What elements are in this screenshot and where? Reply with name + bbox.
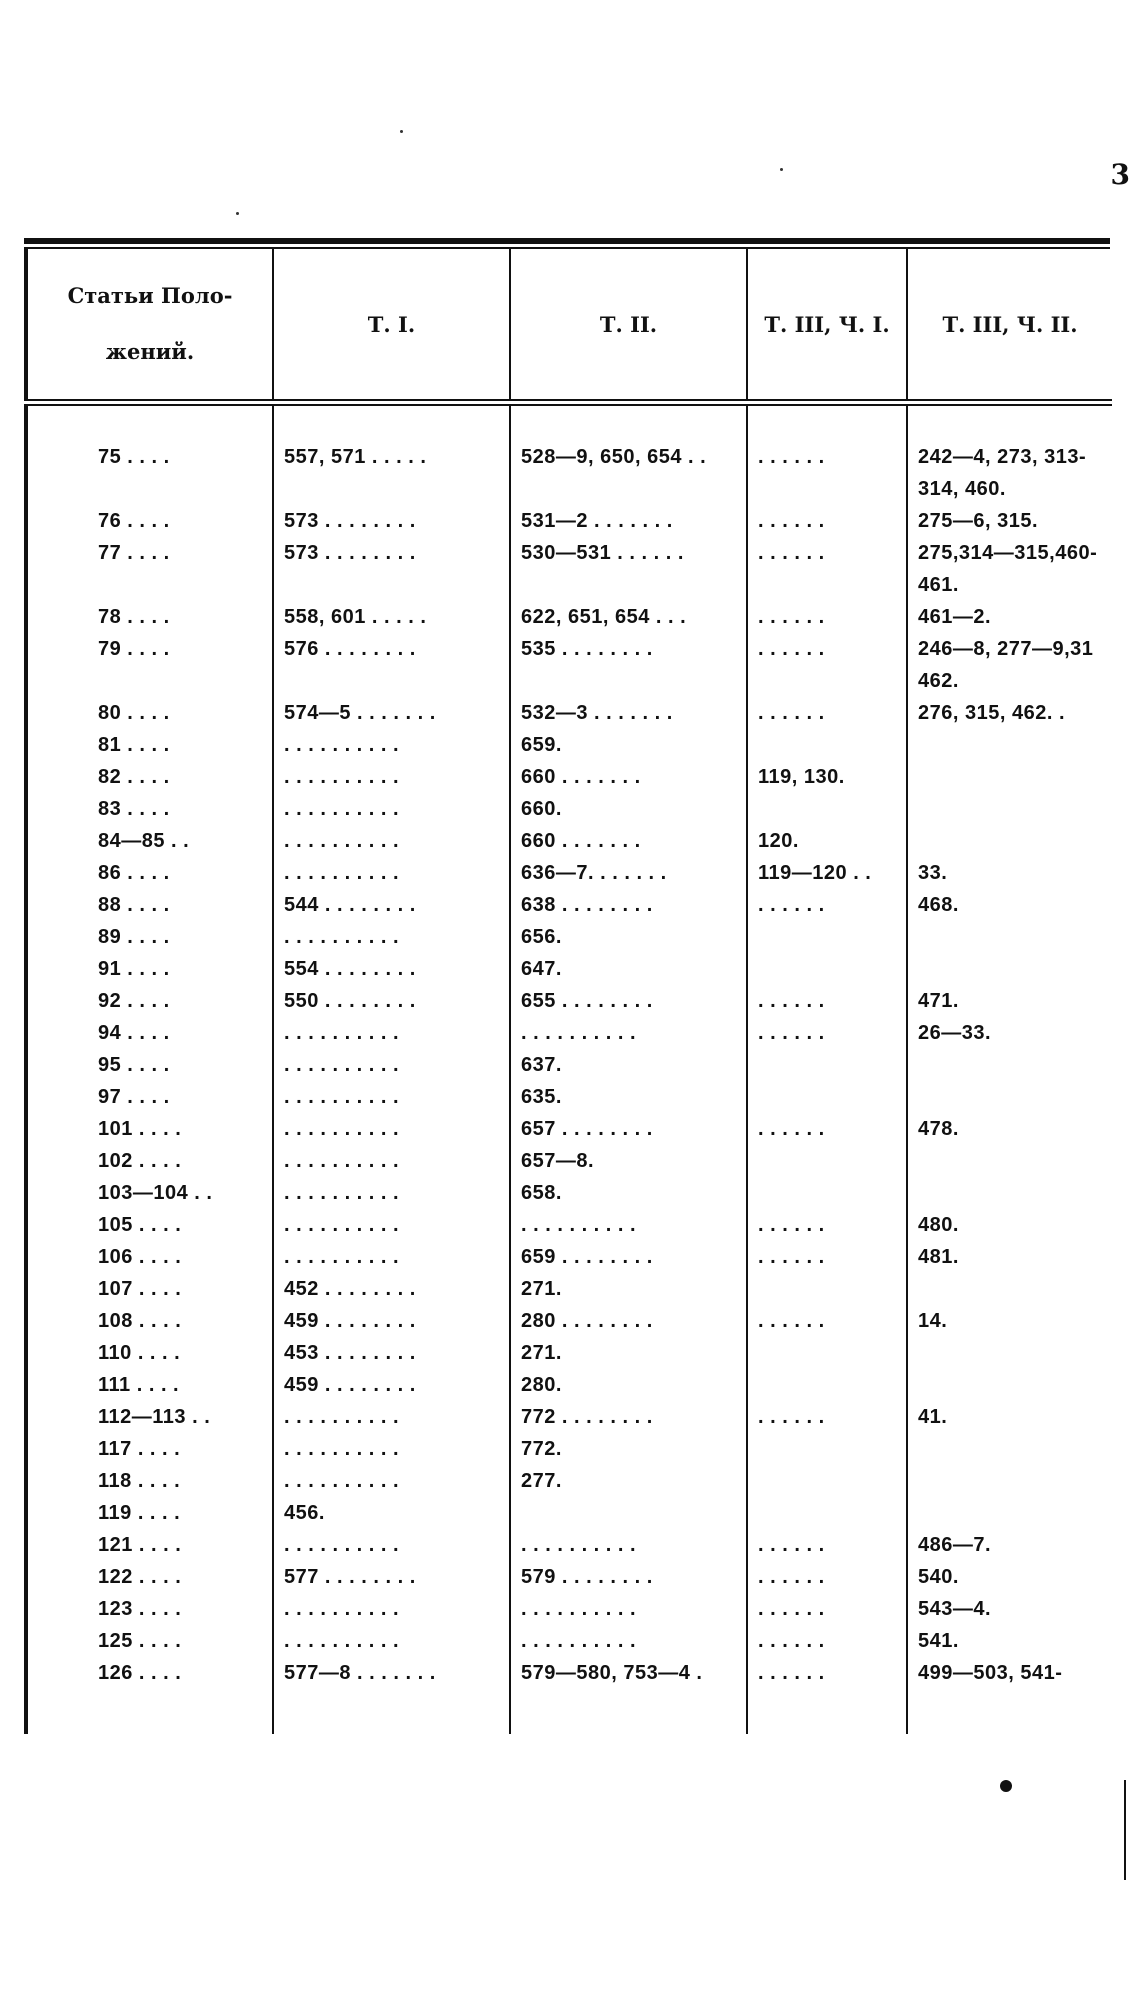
page-edge-line (1124, 1780, 1126, 1880)
t3-part1-cell (747, 574, 907, 606)
table-row (26, 478, 1112, 510)
t3-part2-cell: 540. (907, 1566, 1112, 1598)
t2-cell: 772. (510, 1438, 747, 1470)
table-top-rule (24, 238, 1110, 244)
t2-cell: 635. (510, 1086, 747, 1118)
t3-part1-cell: . . . . . . (747, 1214, 907, 1246)
print-speck (400, 130, 403, 133)
t2-cell: 657 . . . . . . . . (510, 1118, 747, 1150)
table-row (26, 734, 1112, 766)
t3-part1-cell: . . . . . . (747, 702, 907, 734)
t2-cell: 660. (510, 798, 747, 830)
t1-cell (273, 670, 510, 702)
t1-cell: 453 . . . . . . . . (273, 1342, 510, 1374)
t3-part2-cell (907, 958, 1112, 990)
table-row (26, 1278, 1112, 1310)
article-cell: 122 . . . . (26, 1566, 273, 1598)
article-cell: 105 . . . . (26, 1214, 273, 1246)
t1-cell: . . . . . . . . . . (273, 1246, 510, 1278)
t3-part1-cell (747, 1054, 907, 1086)
article-cell: 86 . . . . (26, 862, 273, 894)
t1-cell: . . . . . . . . . . (273, 1054, 510, 1086)
t3-part1-cell: . . . . . . (747, 542, 907, 574)
t1-cell: 459 . . . . . . . . (273, 1374, 510, 1406)
t3-part1-cell: . . . . . . (747, 1598, 907, 1630)
table-spacer-row (26, 403, 1112, 447)
t1-cell: . . . . . . . . . . (273, 734, 510, 766)
table-row (26, 1086, 1112, 1118)
article-cell: 123 . . . . (26, 1598, 273, 1630)
t2-cell: 636—7. . . . . . . (510, 862, 747, 894)
article-cell: 77 . . . . (26, 542, 273, 574)
t3-part2-cell: 246—8, 277—9,31 (907, 638, 1112, 670)
header-articles: Статьи Поло- жений. (26, 249, 273, 403)
t2-cell: 772 . . . . . . . . (510, 1406, 747, 1438)
article-cell: 126 . . . . (26, 1662, 273, 1694)
t2-cell: 277. (510, 1470, 747, 1502)
t3-part1-cell: . . . . . . (747, 990, 907, 1022)
article-cell (26, 574, 273, 606)
table-row (26, 926, 1112, 958)
article-cell: 106 . . . . (26, 1246, 273, 1278)
table-row (26, 1310, 1112, 1342)
t3-part1-cell: . . . . . . (747, 1566, 907, 1598)
t2-cell: 532—3 . . . . . . . (510, 702, 747, 734)
article-cell: 94 . . . . (26, 1022, 273, 1054)
t2-cell: 638 . . . . . . . . (510, 894, 747, 926)
t3-part2-cell (907, 1502, 1112, 1534)
table-row (26, 1150, 1112, 1182)
t3-part2-cell: 314, 460. (907, 478, 1112, 510)
table-row (26, 862, 1112, 894)
t2-cell: . . . . . . . . . . (510, 1630, 747, 1662)
t3-part2-cell (907, 1374, 1112, 1406)
article-cell: 88 . . . . (26, 894, 273, 926)
table-row (26, 1534, 1112, 1566)
t2-cell: 271. (510, 1278, 747, 1310)
t3-part1-cell (747, 1342, 907, 1374)
t3-part2-cell (907, 1054, 1112, 1086)
article-cell: 76 . . . . (26, 510, 273, 542)
article-cell: 125 . . . . (26, 1630, 273, 1662)
t1-cell: . . . . . . . . . . (273, 798, 510, 830)
t3-part2-cell: 33. (907, 862, 1112, 894)
t2-cell: . . . . . . . . . . (510, 1598, 747, 1630)
t3-part2-cell: 276, 315, 462. . (907, 702, 1112, 734)
t1-cell: . . . . . . . . . . (273, 1214, 510, 1246)
t3-part2-cell (907, 1086, 1112, 1118)
t1-cell: 574—5 . . . . . . . (273, 702, 510, 734)
t3-part2-cell: 462. (907, 670, 1112, 702)
article-cell: 89 . . . . (26, 926, 273, 958)
t2-cell: 660 . . . . . . . (510, 830, 747, 862)
t2-cell (510, 670, 747, 702)
t1-cell: 452 . . . . . . . . (273, 1278, 510, 1310)
table-row (26, 670, 1112, 702)
table-row (26, 446, 1112, 478)
header-t1: Т. I. (273, 249, 510, 403)
table-row (26, 1182, 1112, 1214)
t3-part2-cell: 499—503, 541- (907, 1662, 1112, 1694)
t2-cell: 531—2 . . . . . . . (510, 510, 747, 542)
t3-part1-cell: . . . . . . (747, 1534, 907, 1566)
table-row (26, 958, 1112, 990)
t1-cell: . . . . . . . . . . (273, 1022, 510, 1054)
t1-cell: . . . . . . . . . . (273, 1086, 510, 1118)
t1-cell: 557, 571 . . . . . (273, 446, 510, 478)
t3-part1-cell: . . . . . . (747, 894, 907, 926)
header-t3-part1: Т. III, Ч. I. (747, 249, 907, 403)
t2-cell: 271. (510, 1342, 747, 1374)
article-cell: 91 . . . . (26, 958, 273, 990)
t2-cell: 280 . . . . . . . . (510, 1310, 747, 1342)
t2-cell: 660 . . . . . . . (510, 766, 747, 798)
table-row (26, 1406, 1112, 1438)
t3-part1-cell: . . . . . . (747, 446, 907, 478)
t3-part2-cell: 242—4, 273, 313- (907, 446, 1112, 478)
t3-part1-cell (747, 1438, 907, 1470)
t2-cell: 659. (510, 734, 747, 766)
t2-cell: 579—580, 753—4 . (510, 1662, 747, 1694)
t1-cell: . . . . . . . . . . (273, 1598, 510, 1630)
print-blot (1000, 1780, 1012, 1792)
t3-part1-cell (747, 958, 907, 990)
t3-part1-cell: . . . . . . (747, 1022, 907, 1054)
t3-part2-cell: 461—2. (907, 606, 1112, 638)
article-cell: 107 . . . . (26, 1278, 273, 1310)
t2-cell: . . . . . . . . . . (510, 1534, 747, 1566)
t1-cell: 550 . . . . . . . . (273, 990, 510, 1022)
t3-part2-cell: 480. (907, 1214, 1112, 1246)
table-row (26, 638, 1112, 670)
table-row (26, 1598, 1112, 1630)
header-t3-part2: Т. III, Ч. II. (907, 249, 1112, 403)
t3-part1-cell: 120. (747, 830, 907, 862)
t3-part2-cell: 481. (907, 1246, 1112, 1278)
table-row (26, 702, 1112, 734)
t3-part2-cell: 543—4. (907, 1598, 1112, 1630)
table-row (26, 1438, 1112, 1470)
table-end-row (26, 1694, 1112, 1734)
print-speck (780, 168, 783, 171)
print-speck (236, 212, 239, 215)
t3-part1-cell: . . . . . . (747, 1662, 907, 1694)
t2-cell: 637. (510, 1054, 747, 1086)
table-row (26, 990, 1112, 1022)
t3-part1-cell (747, 1182, 907, 1214)
t1-cell: . . . . . . . . . . (273, 766, 510, 798)
t3-part2-cell: 468. (907, 894, 1112, 926)
table-row (26, 830, 1112, 862)
table-row (26, 1342, 1112, 1374)
article-cell: 111 . . . . (26, 1374, 273, 1406)
t3-part2-cell (907, 734, 1112, 766)
page-number: 3 (1110, 158, 1130, 191)
article-cell: 102 . . . . (26, 1150, 273, 1182)
t1-cell: . . . . . . . . . . (273, 1630, 510, 1662)
article-cell: 75 . . . . (26, 446, 273, 478)
table-row (26, 606, 1112, 638)
article-cell: 119 . . . . (26, 1502, 273, 1534)
t3-part1-cell: . . . . . . (747, 1630, 907, 1662)
article-cell: 121 . . . . (26, 1534, 273, 1566)
article-cell: 101 . . . . (26, 1118, 273, 1150)
t1-cell: 544 . . . . . . . . (273, 894, 510, 926)
t3-part2-cell (907, 1438, 1112, 1470)
table-row (26, 1470, 1112, 1502)
t3-part1-cell: . . . . . . (747, 638, 907, 670)
t3-part1-cell (747, 734, 907, 766)
table-row (26, 1566, 1112, 1598)
table-row (26, 894, 1112, 926)
article-cell: 97 . . . . (26, 1086, 273, 1118)
t1-cell: 554 . . . . . . . . (273, 958, 510, 990)
article-cell: 108 . . . . (26, 1310, 273, 1342)
t1-cell: 573 . . . . . . . . (273, 510, 510, 542)
table-row (26, 1246, 1112, 1278)
t1-cell: 577 . . . . . . . . (273, 1566, 510, 1598)
t1-cell: . . . . . . . . . . (273, 1534, 510, 1566)
article-cell: 79 . . . . (26, 638, 273, 670)
table-header-row (26, 249, 1112, 403)
article-cell (26, 478, 273, 510)
t3-part1-cell (747, 670, 907, 702)
t3-part2-cell (907, 926, 1112, 958)
table-row (26, 766, 1112, 798)
table-row (26, 1022, 1112, 1054)
t3-part2-cell: 275—6, 315. (907, 510, 1112, 542)
table-row (26, 798, 1112, 830)
t2-cell (510, 478, 747, 510)
t2-cell: 657—8. (510, 1150, 747, 1182)
t3-part1-cell: . . . . . . (747, 1310, 907, 1342)
t3-part2-cell: 486—7. (907, 1534, 1112, 1566)
t3-part2-cell (907, 1470, 1112, 1502)
t1-cell (273, 574, 510, 606)
article-cell: 103—104 . . (26, 1182, 273, 1214)
article-cell: 95 . . . . (26, 1054, 273, 1086)
t3-part1-cell (747, 1502, 907, 1534)
table-row (26, 1054, 1112, 1086)
t2-cell: 530—531 . . . . . . (510, 542, 747, 574)
t3-part1-cell: 119—120 . . (747, 862, 907, 894)
t2-cell: 622, 651, 654 . . . (510, 606, 747, 638)
t1-cell: 456. (273, 1502, 510, 1534)
article-cell: 92 . . . . (26, 990, 273, 1022)
table-row (26, 1374, 1112, 1406)
t1-cell: . . . . . . . . . . (273, 1118, 510, 1150)
t1-cell: . . . . . . . . . . (273, 862, 510, 894)
t3-part2-cell: 471. (907, 990, 1112, 1022)
t3-part1-cell: . . . . . . (747, 1246, 907, 1278)
t3-part1-cell: . . . . . . (747, 1118, 907, 1150)
t2-cell (510, 574, 747, 606)
t3-part2-cell: 478. (907, 1118, 1112, 1150)
t2-cell: 656. (510, 926, 747, 958)
table-row (26, 1502, 1112, 1534)
t1-cell (273, 478, 510, 510)
t3-part2-cell: 275,314—315,460- (907, 542, 1112, 574)
t1-cell: 576 . . . . . . . . (273, 638, 510, 670)
table-row (26, 1214, 1112, 1246)
t3-part2-cell: 41. (907, 1406, 1112, 1438)
t2-cell: . . . . . . . . . . (510, 1022, 747, 1054)
article-cell: 118 . . . . (26, 1470, 273, 1502)
table-row (26, 1662, 1112, 1694)
t3-part1-cell (747, 1470, 907, 1502)
t1-cell: . . . . . . . . . . (273, 1182, 510, 1214)
t2-cell: 535 . . . . . . . . (510, 638, 747, 670)
t3-part2-cell (907, 798, 1112, 830)
t3-part2-cell (907, 830, 1112, 862)
article-cell: 80 . . . . (26, 702, 273, 734)
table-row (26, 1630, 1112, 1662)
t3-part1-cell (747, 1086, 907, 1118)
table-row (26, 510, 1112, 542)
t3-part2-cell (907, 766, 1112, 798)
index-table (24, 238, 1110, 1734)
t1-cell: . . . . . . . . . . (273, 1150, 510, 1182)
t3-part1-cell (747, 1278, 907, 1310)
table-row (26, 1118, 1112, 1150)
article-cell: 83 . . . . (26, 798, 273, 830)
t3-part2-cell (907, 1278, 1112, 1310)
t2-cell: 647. (510, 958, 747, 990)
t1-cell: 577—8 . . . . . . . (273, 1662, 510, 1694)
t3-part1-cell (747, 926, 907, 958)
article-cell: 82 . . . . (26, 766, 273, 798)
t3-part1-cell: . . . . . . (747, 510, 907, 542)
table-row (26, 574, 1112, 606)
t1-cell: . . . . . . . . . . (273, 1470, 510, 1502)
t1-cell: 573 . . . . . . . . (273, 542, 510, 574)
t2-cell: 528—9, 650, 654 . . (510, 446, 747, 478)
t3-part2-cell: 14. (907, 1310, 1112, 1342)
table-row (26, 542, 1112, 574)
article-cell: 84—85 . . (26, 830, 273, 862)
t3-part2-cell (907, 1182, 1112, 1214)
article-cell: 117 . . . . (26, 1438, 273, 1470)
t1-cell: . . . . . . . . . . (273, 1438, 510, 1470)
article-cell (26, 670, 273, 702)
t2-cell: 655 . . . . . . . . (510, 990, 747, 1022)
t2-cell: 658. (510, 1182, 747, 1214)
t2-cell: 659 . . . . . . . . (510, 1246, 747, 1278)
t1-cell: 459 . . . . . . . . (273, 1310, 510, 1342)
t2-cell: 579 . . . . . . . . (510, 1566, 747, 1598)
article-cell: 78 . . . . (26, 606, 273, 638)
t3-part2-cell: 461. (907, 574, 1112, 606)
t3-part1-cell: . . . . . . (747, 1406, 907, 1438)
article-cell: 112—113 . . (26, 1406, 273, 1438)
t3-part1-cell (747, 1150, 907, 1182)
t3-part2-cell: 541. (907, 1630, 1112, 1662)
t1-cell: . . . . . . . . . . (273, 830, 510, 862)
t3-part2-cell: 26—33. (907, 1022, 1112, 1054)
t3-part2-cell (907, 1342, 1112, 1374)
t3-part1-cell (747, 478, 907, 510)
t3-part1-cell: . . . . . . (747, 606, 907, 638)
article-cell: 110 . . . . (26, 1342, 273, 1374)
t3-part2-cell (907, 1150, 1112, 1182)
header-t2: Т. II. (510, 249, 747, 403)
t3-part1-cell (747, 798, 907, 830)
t2-cell: . . . . . . . . . . (510, 1214, 747, 1246)
t1-cell: . . . . . . . . . . (273, 1406, 510, 1438)
t3-part1-cell: 119, 130. (747, 766, 907, 798)
t1-cell: 558, 601 . . . . . (273, 606, 510, 638)
t2-cell: 280. (510, 1374, 747, 1406)
article-cell: 81 . . . . (26, 734, 273, 766)
t2-cell (510, 1502, 747, 1534)
t3-part1-cell (747, 1374, 907, 1406)
t1-cell: . . . . . . . . . . (273, 926, 510, 958)
